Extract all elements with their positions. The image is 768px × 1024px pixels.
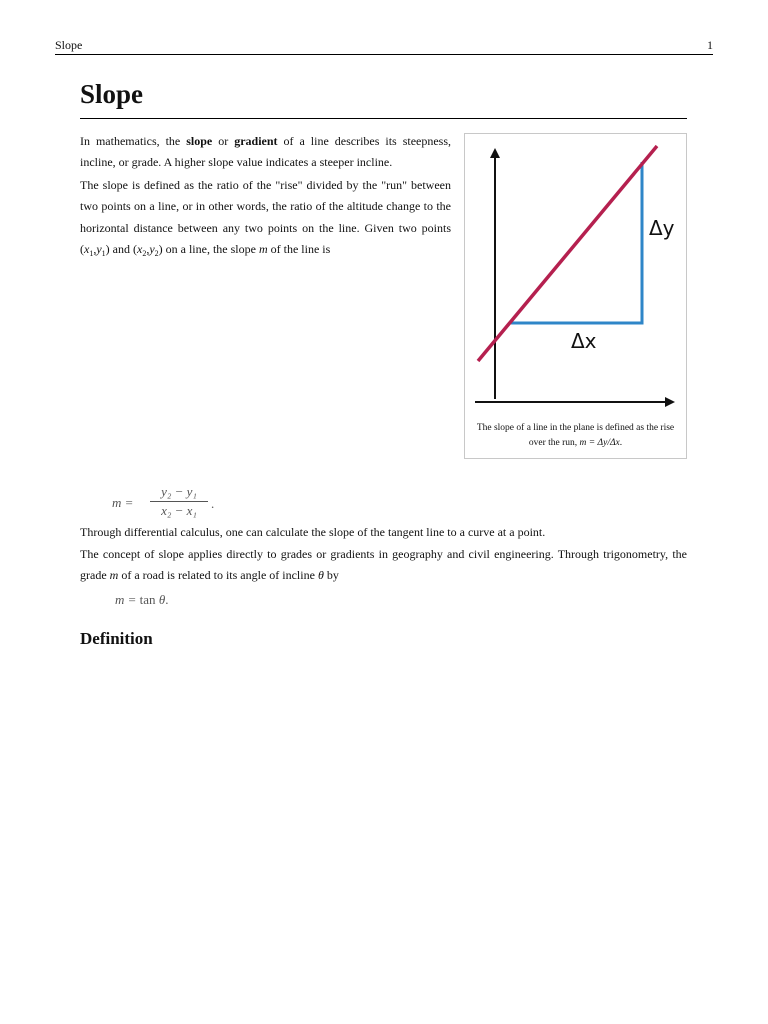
intro-paragraph: In mathematics, the slope or gradient of a line describes its steepness, incline, or grade. A higher slope value indicates a steeper incline. xyxy=(80,134,452,170)
title-divider xyxy=(80,118,687,119)
tangent-formula: m = tan θ. xyxy=(115,592,169,607)
slope-diagram xyxy=(465,134,686,419)
figure-caption: The slope of a line in the plane is defined as the rise over the run, m = Δy/Δx. xyxy=(476,423,675,448)
section-heading-definition: Definition xyxy=(80,629,153,648)
fraction: y₂ − y₁ x₂ − x₁ xyxy=(150,484,208,519)
page-number: 1 xyxy=(707,38,713,52)
calculus-paragraph: Through differential calculus, one can calculate the slope of the tangent line to a curve at a point. xyxy=(80,525,546,539)
definition-paragraph: The slope is defined as the ratio of the "rise" divided by the "run" between two points on a line, or in other words, the ratio of the altitude change to the horizontal distance between any two points on the line. Given two points $(x_1,y_1)$ and $(x_2,y_2)$ on a line, the slope m of the line is xyxy=(80,178,451,258)
slope-line xyxy=(478,146,657,361)
grade-paragraph: The concept of slope applies directly to grades or gradients in geography and civil engineering. Through trigonometry, the grade m of a road is related to its angle of incline θ by xyxy=(80,547,687,583)
delta-x-label: Δx xyxy=(571,329,597,353)
term-slope: slope xyxy=(186,134,213,148)
slope-figure xyxy=(464,133,687,459)
term-gradient: gradient xyxy=(234,134,278,148)
page-title: Slope xyxy=(80,79,144,109)
delta-y-label: Δy xyxy=(649,216,675,240)
running-head-title: Slope xyxy=(55,38,83,52)
running-head xyxy=(55,38,713,55)
